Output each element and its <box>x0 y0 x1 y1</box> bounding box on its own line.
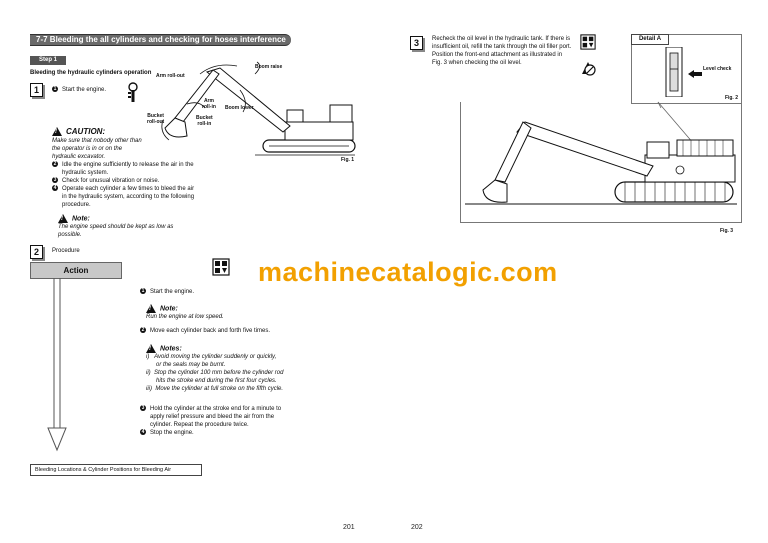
item-4-line-3: procedure. <box>62 202 91 208</box>
proc-bullet-3: 3 <box>141 405 145 412</box>
bullet-4: 4 <box>53 185 57 192</box>
notes-line-3: ii) Stop the cylinder 100 mm before the cylinder rod <box>146 370 284 377</box>
label-bucket-rollout-1: Bucket <box>147 113 164 119</box>
warning-icon: ! <box>52 127 62 136</box>
note-2-title: Note: <box>160 305 178 313</box>
proc-step-4-text: Stop the engine. <box>150 430 194 436</box>
fig-2-caption: Fig. 2 <box>724 95 738 101</box>
operator-manual-icon <box>212 258 230 281</box>
proc-step-2-text: Move each cylinder back and forth five times. <box>150 328 271 334</box>
notes-line-2: or the seals may be burnt. <box>146 362 226 369</box>
item-4-line-1: Operate each cylinder a few times to bleed the air <box>62 186 195 192</box>
items-list <box>52 161 202 209</box>
page-number-right: 202 <box>411 524 423 531</box>
bullet-3: 3 <box>53 177 57 184</box>
detail-a-title: Detail A <box>631 34 669 45</box>
step3-line-3: Position the front-end attachment as illustrated in <box>432 52 563 58</box>
label-bucket-rollin-2: roll-in <box>197 121 212 127</box>
bullet-1: 1 <box>53 86 57 93</box>
label-boom-lower: Boom lower <box>225 105 254 111</box>
proc-step-1 <box>140 288 194 296</box>
caution-line-3: hydraulic excavator. <box>52 154 106 160</box>
note-1-block <box>58 214 178 239</box>
step-2-text: Procedure <box>52 248 80 254</box>
label-bucket-rollout-2: roll-out <box>147 119 165 125</box>
step-number-3: 3 <box>410 36 423 50</box>
proc-step-3-line-2: apply relief pressure and bleed the air from the <box>150 414 275 420</box>
step-number-1: 1 <box>30 83 43 97</box>
proc-bullet-4: 4 <box>141 429 145 436</box>
operator-manual-icon-right <box>580 34 596 55</box>
detail-a-figure <box>631 34 742 104</box>
step-1-badge: Step 1 <box>30 56 66 65</box>
proc-step-3 <box>140 405 300 413</box>
caution-line-2: the operator is in or on the <box>52 146 123 152</box>
fig-1-caption: Fig. 1 <box>341 157 355 163</box>
notes-line-5: iii) Move the cylinder at full stroke on the fifth cycle. <box>146 386 284 393</box>
section-title-bar: 7-7 Bleeding the all cylinders and checking for hoses interference <box>30 34 291 46</box>
proc-step-3-line-3: cylinder. Repeat the procedure twice. <box>150 422 249 428</box>
proc-step-2 <box>140 327 270 335</box>
label-arm-rollin <box>202 98 216 110</box>
item-2 <box>52 161 202 169</box>
item-2-line-1: Idle the engine sufficiently to release the air in the <box>62 162 194 168</box>
caution-title: CAUTION: <box>66 127 106 136</box>
step1-text: Start the engine. <box>62 87 107 93</box>
note-1-line-2: possible. <box>58 232 82 239</box>
step3-line-2: insufficient oil, refill the tank through the oil filler port. <box>432 44 572 50</box>
item-4-line-2: in the hydraulic system, according to the following <box>62 194 195 200</box>
step3-text <box>432 35 577 67</box>
label-arm-rollin-1: Arm <box>203 98 214 104</box>
proc-step-1-text: Start the engine. <box>150 289 195 295</box>
label-arm-rollout: Arm roll-out <box>156 73 185 79</box>
warning-icon-notes: ! <box>146 344 156 353</box>
level-check-label: Level check <box>703 66 732 72</box>
step3-line-1: Recheck the oil level in the hydraulic tank. If there is <box>432 36 571 42</box>
step1-item <box>52 86 106 94</box>
proc-bullet-1: 1 <box>141 288 145 295</box>
subheading: Bleeding the hydraulic cylinders operation <box>30 70 152 76</box>
excavator-figure-3 <box>465 110 740 220</box>
warning-icon-note2: ! <box>146 304 156 313</box>
caution-line-1: Make sure that nobody other than <box>52 138 142 144</box>
action-header: Action <box>30 262 122 279</box>
notes-title: Notes: <box>160 345 182 353</box>
step3-line-4: Fig. 3 when checking the oil level. <box>432 60 522 66</box>
label-bucket-rollin-1: Bucket <box>196 115 213 121</box>
procedure-flow-arrow <box>46 278 68 458</box>
notes-block <box>146 344 311 393</box>
ignition-key-icon <box>125 82 141 109</box>
label-boom-raise: Boom raise <box>255 64 283 70</box>
note-2-text: Run the engine at low speed. <box>146 314 224 321</box>
label-bucket-rollout <box>147 113 164 125</box>
arrow-pointer-icon <box>688 65 702 83</box>
bullet-2: 2 <box>53 161 57 168</box>
note-1-title: Note: <box>72 215 90 223</box>
item-3 <box>52 177 202 185</box>
watermark-text: machinecatalogic.com <box>258 257 558 287</box>
oil-filler-icon <box>578 58 598 83</box>
proc-step-3-line-1: Hold the cylinder at the stroke end for a minute to <box>150 406 282 412</box>
item-2-line-2: hydraulic system. <box>62 170 109 176</box>
proc-bullet-2: 2 <box>141 327 145 334</box>
notes-line-4: hits the stroke end during the first four cycles. <box>146 378 277 385</box>
page-number-left: 201 <box>343 524 355 531</box>
caution-block <box>52 127 152 161</box>
note-1-line-1: The engine speed should be kept as low as <box>58 224 174 231</box>
note-2-block <box>146 304 286 321</box>
fig-3-caption: Fig. 3 <box>720 228 734 234</box>
warning-icon-note1: ! <box>58 214 68 223</box>
proc-step-4 <box>140 429 300 437</box>
footer-box: Bleeding Locations & Cylinder Positions for Bleeding Air <box>30 464 202 476</box>
step-number-2: 2 <box>30 245 43 259</box>
notes-line-1: i) Avoid moving the cylinder suddenly or quickly, <box>146 354 277 361</box>
item-3-line-1: Check for unusual vibration or noise. <box>62 178 160 184</box>
proc-steps-3-4 <box>140 405 300 437</box>
label-arm-rollin-2: roll-in <box>202 104 216 110</box>
item-4 <box>52 185 202 193</box>
label-bucket-rollin <box>196 115 213 127</box>
